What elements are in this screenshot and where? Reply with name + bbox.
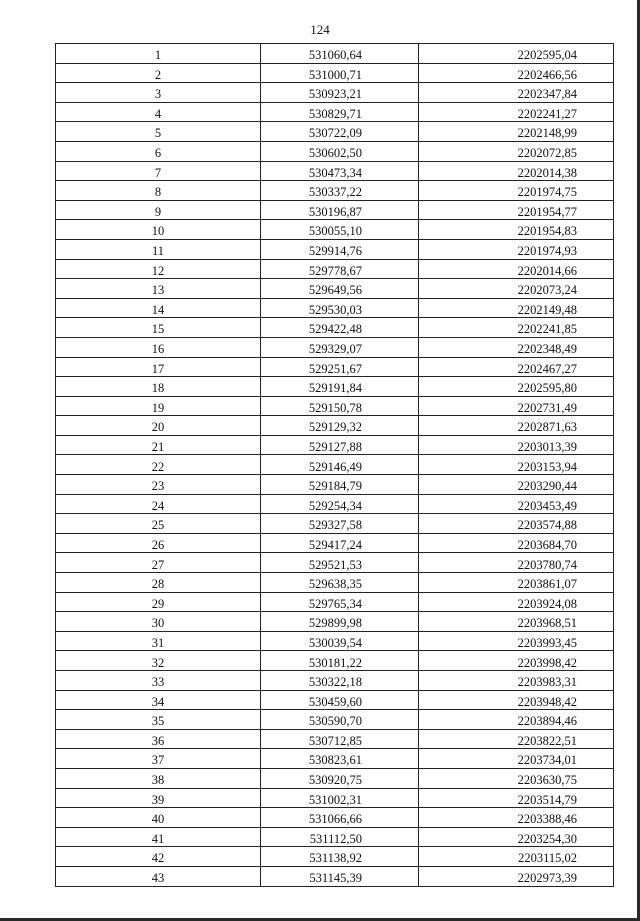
point-number-cell: 7 (56, 161, 261, 181)
point-number-cell: 22 (56, 455, 261, 475)
x-coordinate-cell: 529191,84 (261, 377, 419, 397)
table-row (56, 768, 614, 788)
point-number-cell: 18 (56, 377, 261, 397)
x-coordinate-cell: 529129,32 (261, 416, 419, 436)
y-coordinate-cell: 2202348,49 (419, 337, 614, 357)
y-coordinate-cell: 2203998,42 (419, 651, 614, 671)
point-number-cell: 9 (56, 200, 261, 220)
x-coordinate-cell: 530722,09 (261, 122, 419, 142)
table-row (56, 141, 614, 161)
y-coordinate-cell: 2202595,80 (419, 377, 614, 397)
y-coordinate-cell: 2203948,42 (419, 690, 614, 710)
table-row (56, 220, 614, 240)
x-coordinate-cell: 530322,18 (261, 671, 419, 691)
table-row (56, 690, 614, 710)
y-coordinate-cell: 2203388,46 (419, 808, 614, 828)
y-coordinate-cell: 2203514,79 (419, 788, 614, 808)
x-coordinate-cell: 531000,71 (261, 63, 419, 83)
point-number-cell: 30 (56, 612, 261, 632)
x-coordinate-cell: 530590,70 (261, 710, 419, 730)
table-row (56, 102, 614, 122)
x-coordinate-cell: 530039,54 (261, 631, 419, 651)
y-coordinate-cell: 2202973,39 (419, 866, 614, 886)
table-row (56, 239, 614, 259)
x-coordinate-cell: 529251,67 (261, 357, 419, 377)
y-coordinate-cell: 2202014,38 (419, 161, 614, 181)
y-coordinate-cell: 2203574,88 (419, 514, 614, 534)
table-row (56, 318, 614, 338)
table-row (56, 83, 614, 103)
table-row (56, 866, 614, 886)
y-coordinate-cell: 2202241,85 (419, 318, 614, 338)
table-row (56, 122, 614, 142)
point-number-cell: 28 (56, 573, 261, 593)
y-coordinate-cell: 2202014,66 (419, 259, 614, 279)
x-coordinate-cell: 530823,61 (261, 749, 419, 769)
point-number-cell: 16 (56, 337, 261, 357)
x-coordinate-cell: 529649,56 (261, 279, 419, 299)
y-coordinate-cell: 2203453,49 (419, 494, 614, 514)
x-coordinate-cell: 529127,88 (261, 435, 419, 455)
x-coordinate-cell: 529327,58 (261, 514, 419, 534)
y-coordinate-cell: 2203630,75 (419, 768, 614, 788)
y-coordinate-cell: 2202731,49 (419, 396, 614, 416)
point-number-cell: 43 (56, 866, 261, 886)
y-coordinate-cell: 2203290,44 (419, 475, 614, 495)
x-coordinate-cell: 531002,31 (261, 788, 419, 808)
y-coordinate-cell: 2201974,75 (419, 181, 614, 201)
point-number-cell: 37 (56, 749, 261, 769)
y-coordinate-cell: 2203894,46 (419, 710, 614, 730)
x-coordinate-cell: 531138,92 (261, 847, 419, 867)
point-number-cell: 40 (56, 808, 261, 828)
point-number-cell: 6 (56, 141, 261, 161)
x-coordinate-cell: 530923,21 (261, 83, 419, 103)
table-row (56, 416, 614, 436)
table-row (56, 63, 614, 83)
table-row (56, 377, 614, 397)
table-row (56, 396, 614, 416)
table-row (56, 749, 614, 769)
y-coordinate-cell: 2203013,39 (419, 435, 614, 455)
point-number-cell: 1 (56, 44, 261, 64)
x-coordinate-cell: 529638,35 (261, 573, 419, 593)
table-row (56, 710, 614, 730)
point-number-cell: 32 (56, 651, 261, 671)
y-coordinate-cell: 2203983,31 (419, 671, 614, 691)
y-coordinate-cell: 2203153,94 (419, 455, 614, 475)
point-number-cell: 15 (56, 318, 261, 338)
x-coordinate-cell: 531060,64 (261, 44, 419, 64)
point-number-cell: 39 (56, 788, 261, 808)
x-coordinate-cell: 529150,78 (261, 396, 419, 416)
x-coordinate-cell: 530196,87 (261, 200, 419, 220)
point-number-cell: 14 (56, 298, 261, 318)
point-number-cell: 2 (56, 63, 261, 83)
table-row (56, 651, 614, 671)
x-coordinate-cell: 531145,39 (261, 866, 419, 886)
table-row (56, 553, 614, 573)
table-row (56, 729, 614, 749)
y-coordinate-cell: 2202149,48 (419, 298, 614, 318)
point-number-cell: 8 (56, 181, 261, 201)
table-row (56, 455, 614, 475)
x-coordinate-cell: 529521,53 (261, 553, 419, 573)
x-coordinate-cell: 530181,22 (261, 651, 419, 671)
x-coordinate-cell: 530602,50 (261, 141, 419, 161)
table-row (56, 808, 614, 828)
y-coordinate-cell: 2202466,56 (419, 63, 614, 83)
table-row (56, 298, 614, 318)
y-coordinate-cell: 2203822,51 (419, 729, 614, 749)
x-coordinate-cell: 530459,60 (261, 690, 419, 710)
point-number-cell: 4 (56, 102, 261, 122)
point-number-cell: 42 (56, 847, 261, 867)
y-coordinate-cell: 2201974,93 (419, 239, 614, 259)
coordinates-table-body (56, 44, 614, 887)
table-row (56, 200, 614, 220)
table-row (56, 357, 614, 377)
x-coordinate-cell: 529778,67 (261, 259, 419, 279)
y-coordinate-cell: 2202347,84 (419, 83, 614, 103)
x-coordinate-cell: 529899,98 (261, 612, 419, 632)
y-coordinate-cell: 2202595,04 (419, 44, 614, 64)
point-number-cell: 27 (56, 553, 261, 573)
table-row (56, 592, 614, 612)
point-number-cell: 5 (56, 122, 261, 142)
y-coordinate-cell: 2203734,01 (419, 749, 614, 769)
x-coordinate-cell: 530337,22 (261, 181, 419, 201)
y-coordinate-cell: 2202871,63 (419, 416, 614, 436)
y-coordinate-cell: 2202072,85 (419, 141, 614, 161)
x-coordinate-cell: 529530,03 (261, 298, 419, 318)
x-coordinate-cell: 529914,76 (261, 239, 419, 259)
point-number-cell: 34 (56, 690, 261, 710)
x-coordinate-cell: 529254,34 (261, 494, 419, 514)
y-coordinate-cell: 2203115,02 (419, 847, 614, 867)
y-coordinate-cell: 2202148,99 (419, 122, 614, 142)
table-row (56, 435, 614, 455)
point-number-cell: 19 (56, 396, 261, 416)
table-row (56, 847, 614, 867)
table-row (56, 44, 614, 64)
table-row (56, 181, 614, 201)
table-row (56, 612, 614, 632)
x-coordinate-cell: 530712,85 (261, 729, 419, 749)
point-number-cell: 25 (56, 514, 261, 534)
table-row (56, 279, 614, 299)
x-coordinate-cell: 529422,48 (261, 318, 419, 338)
point-number-cell: 11 (56, 239, 261, 259)
x-coordinate-cell: 529417,24 (261, 533, 419, 553)
x-coordinate-cell: 530055,10 (261, 220, 419, 240)
point-number-cell: 21 (56, 435, 261, 455)
y-coordinate-cell: 2201954,83 (419, 220, 614, 240)
y-coordinate-cell: 2203254,30 (419, 827, 614, 847)
y-coordinate-cell: 2201954,77 (419, 200, 614, 220)
table-row (56, 514, 614, 534)
table-row (56, 573, 614, 593)
point-number-cell: 36 (56, 729, 261, 749)
x-coordinate-cell: 529765,34 (261, 592, 419, 612)
y-coordinate-cell: 2203684,70 (419, 533, 614, 553)
table-row (56, 671, 614, 691)
point-number-cell: 38 (56, 768, 261, 788)
y-coordinate-cell: 2203861,07 (419, 573, 614, 593)
x-coordinate-cell: 529329,07 (261, 337, 419, 357)
point-number-cell: 24 (56, 494, 261, 514)
x-coordinate-cell: 531112,50 (261, 827, 419, 847)
y-coordinate-cell: 2202241,27 (419, 102, 614, 122)
x-coordinate-cell: 530920,75 (261, 768, 419, 788)
table-row (56, 494, 614, 514)
table-row (56, 475, 614, 495)
point-number-cell: 23 (56, 475, 261, 495)
point-number-cell: 41 (56, 827, 261, 847)
y-coordinate-cell: 2203924,08 (419, 592, 614, 612)
x-coordinate-cell: 531066,66 (261, 808, 419, 828)
y-coordinate-cell: 2203993,45 (419, 631, 614, 651)
point-number-cell: 29 (56, 592, 261, 612)
y-coordinate-cell: 2203780,74 (419, 553, 614, 573)
y-coordinate-cell: 2203968,51 (419, 612, 614, 632)
x-coordinate-cell: 529146,49 (261, 455, 419, 475)
table-row (56, 631, 614, 651)
table-row (56, 533, 614, 553)
table-row (56, 161, 614, 181)
table-row (56, 788, 614, 808)
point-number-cell: 10 (56, 220, 261, 240)
point-number-cell: 13 (56, 279, 261, 299)
table-row (56, 827, 614, 847)
point-number-cell: 35 (56, 710, 261, 730)
point-number-cell: 33 (56, 671, 261, 691)
y-coordinate-cell: 2202467,27 (419, 357, 614, 377)
page-number: 124 (310, 22, 330, 37)
x-coordinate-cell: 529184,79 (261, 475, 419, 495)
point-number-cell: 17 (56, 357, 261, 377)
point-number-cell: 26 (56, 533, 261, 553)
point-number-cell: 12 (56, 259, 261, 279)
point-number-cell: 3 (56, 83, 261, 103)
table-row (56, 259, 614, 279)
x-coordinate-cell: 530473,34 (261, 161, 419, 181)
point-number-cell: 31 (56, 631, 261, 651)
y-coordinate-cell: 2202073,24 (419, 279, 614, 299)
point-number-cell: 20 (56, 416, 261, 436)
table-row (56, 337, 614, 357)
coordinates-table (55, 43, 614, 887)
x-coordinate-cell: 530829,71 (261, 102, 419, 122)
